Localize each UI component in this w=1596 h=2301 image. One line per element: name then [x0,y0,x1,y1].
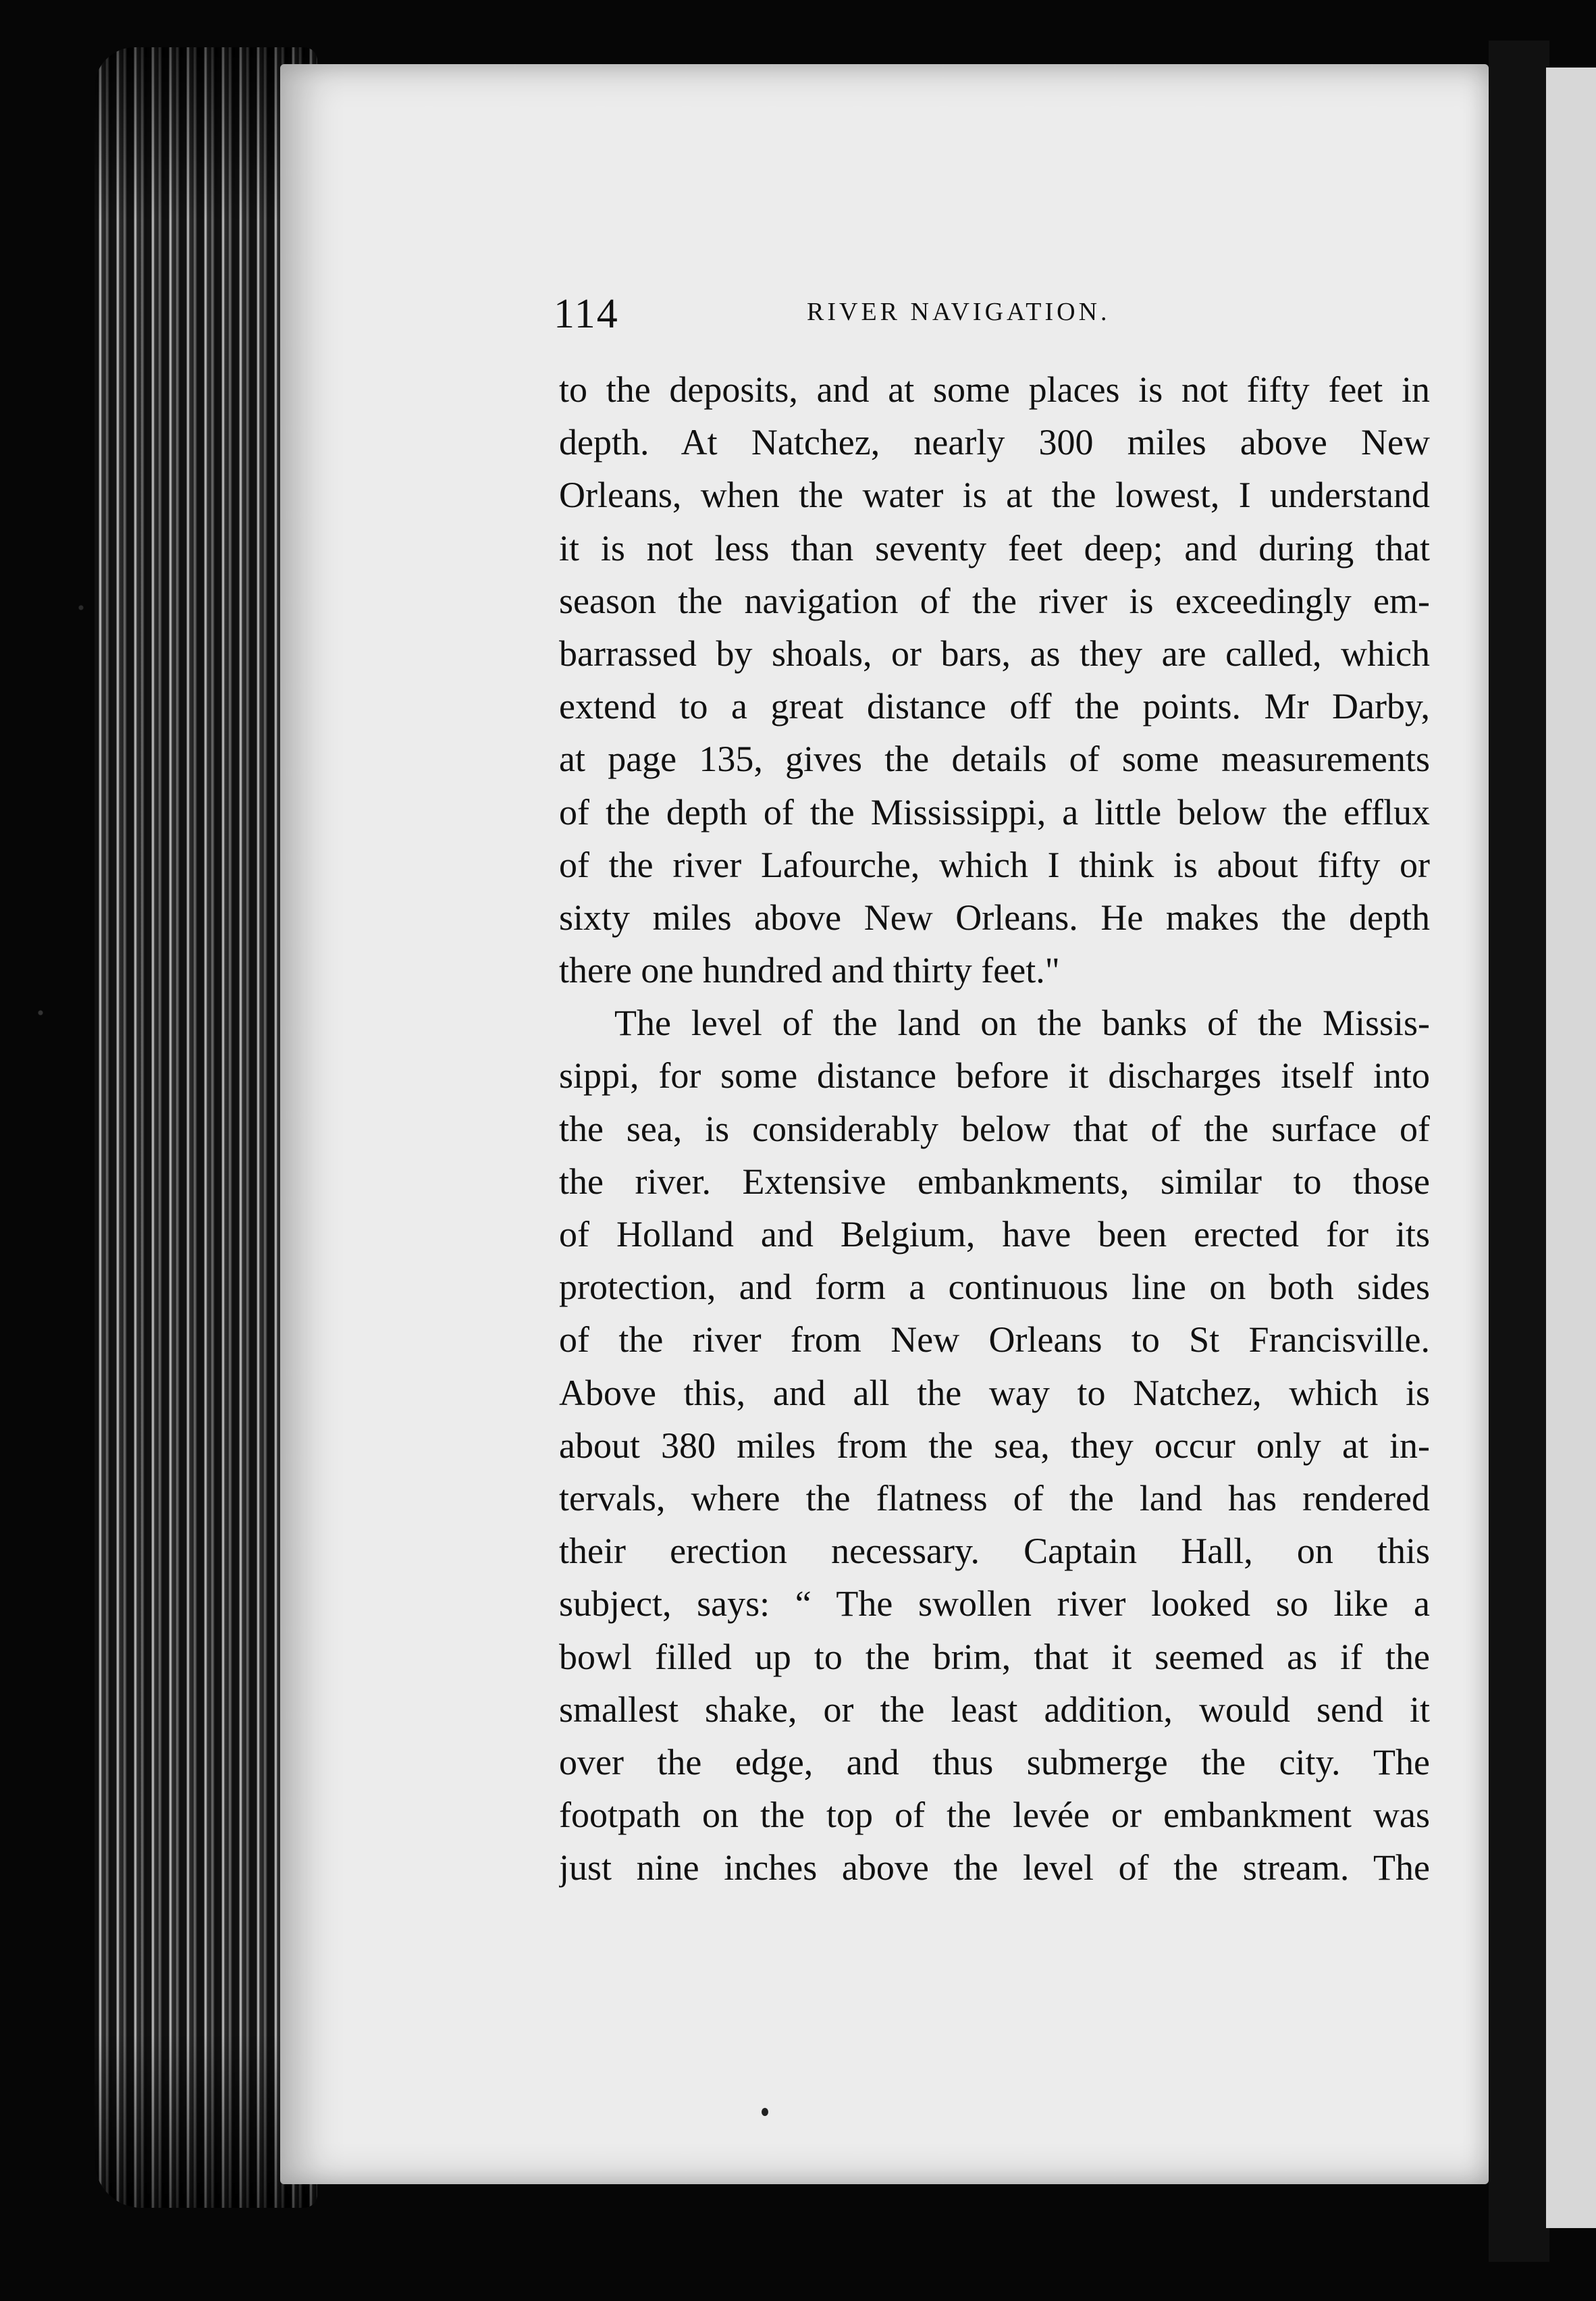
text-line: of the river Lafourche, which I think is about fifty or [559,844,1430,885]
body-text [559,363,1430,1894]
text-line: footpath on the top of the levée or embankment was [559,1795,1430,1836]
text-line: of the river from New Orleans to St Francisville. [559,1319,1430,1360]
text-line: over the edge, and thus submerge the city. The [559,1741,1430,1782]
text-line: depth. At Natchez, nearly 300 miles above New [559,422,1430,463]
ink-speck [762,2108,768,2116]
text-line: protection, and form a continuous line on both sides [559,1267,1430,1308]
running-head [554,290,1431,338]
text-line: their erection necessary. Captain Hall, on this [559,1531,1430,1572]
text-line: just nine inches above the level of the stream. The [559,1847,1430,1888]
text-line: the river. Extensive embankments, similar to those [559,1161,1430,1202]
running-title: RIVER NAVIGATION. [807,298,1111,326]
adjacent-page-edge [1546,68,1596,2228]
paragraph-1 [559,363,1430,997]
text-line: barrassed by shoals, or bars, as they are called, which [559,633,1430,674]
gutter-shadow [1489,41,1549,2262]
paragraph-2 [559,997,1430,1894]
text-line: to the deposits, and at some places is not fifty feet in [559,369,1430,410]
text-line: of the depth of the Mississippi, a little below the efflux [559,791,1430,832]
text-line: it is not less than seventy feet deep; and during that [559,527,1430,568]
text-line: extend to a great distance off the points. Mr Darby, [559,686,1430,727]
text-line: sippi, for some distance before it discharges itself into [559,1055,1430,1096]
text-line: sixty miles above New Orleans. He makes the depth [559,897,1430,938]
text-line: smallest shake, or the least addition, would send it [559,1689,1430,1730]
text-line: Orleans, when the water is at the lowest, I understand [559,475,1430,516]
page-number: 114 [554,291,619,337]
text-line: about 380 miles from the sea, they occur only at in- [559,1425,1430,1466]
text-line: the sea, is considerably below that of the surface of [559,1108,1430,1149]
text-line: The level of the land on the banks of the Missis- [614,1003,1430,1044]
text-line: Above this, and all the way to Natchez, which is [559,1372,1430,1413]
text-line: season the navigation of the river is exceedingly em- [559,580,1430,621]
text-line: at page 135, gives the details of some measurements [559,739,1430,780]
text-line: bowl filled up to the brim, that it seemed as if the [559,1636,1430,1677]
text-line: there one hundred and thirty feet." [559,950,1060,991]
text-line: of Holland and Belgium, have been erected for its [559,1214,1430,1254]
text-line: subject, says: “ The swollen river looked so like a [559,1583,1430,1624]
text-line: tervals, where the flatness of the land has rendered [559,1477,1430,1518]
